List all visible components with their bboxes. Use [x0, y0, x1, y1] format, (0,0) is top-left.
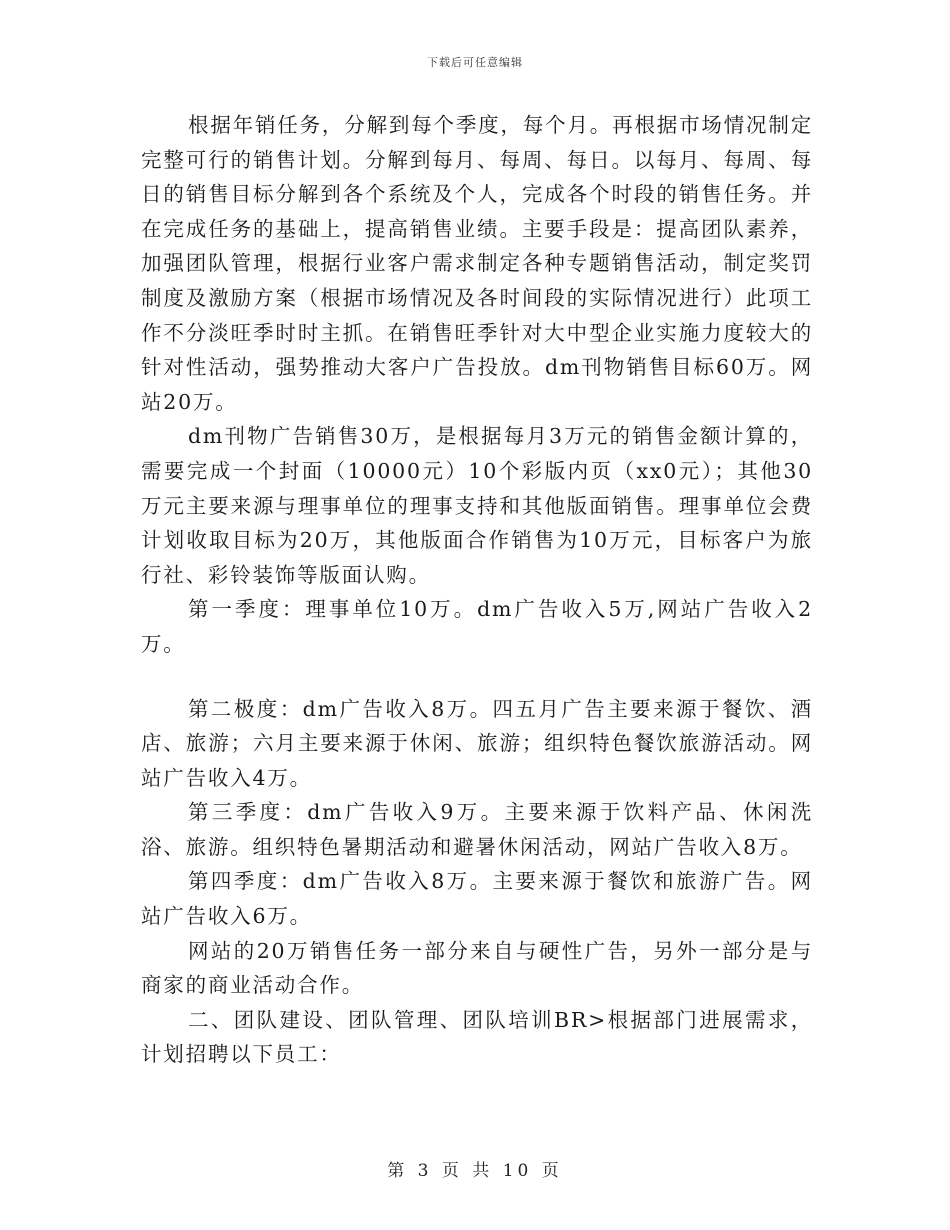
blank-line: [141, 662, 813, 692]
paragraph-dm-sales: dm刊物广告销售30万，是根据每月3万元的销售金额计算的，需要完成一个封面（10000元）10个彩版内页（xx0元）；其他30万元主要来源与理事单位的理事支持和其他版面销售。理事单位会费计划收取目标为20万，其他版面合作销售为10万元，目标客户为旅行社、彩铃装饰等版面认购。: [141, 424, 813, 587]
page-header: 下载后可任意编辑: [427, 56, 523, 69]
paragraph-q1: 第一季度：理事单位10万。dm广告收入5万,网站广告收入2万。: [141, 597, 813, 656]
paragraph-team-building: 二、团队建设、团队管理、团队培训BR>根据部门进展需求，计划招聘以下员工：: [141, 1007, 813, 1067]
paragraph-sales-plan: 根据年销任务，分解到每个季度，每个月。再根据市场情况制定完整可行的销售计划。分解到每月、每周、每日。以每月、每周、每日的销售目标分解到各个系统及个人，完成各个时段的销售任务。并在完成任务的基础上，提高销售业绩。主要手段是：提高团队素养，加强团队管理，根据行业客户需求制定各种专题销售活动，制定奖罚制度及激励方案（根据市场情况及各时间段的实际情况进行）此项工作不分淡旺季时时主抓。在销售旺季针对大中型企业实施力度较大的针对性活动，强势推动大客户广告投放。dm刊物销售目标60万。网站20万。: [141, 113, 813, 414]
page-footer: 第 3 页 共 10 页: [387, 1161, 563, 1181]
document-body: [141, 108, 813, 1072]
paragraph-website-sales: 网站的20万销售任务一部分来自与硬性广告，另外一部分是与商家的商业活动合作。: [141, 938, 813, 998]
paragraph-q3: 第三季度：dm广告收入9万。主要来源于饮料产品、休闲洗浴、旅游。组织特色暑期活动和避暑休闲活动，网站广告收入8万。: [141, 800, 813, 859]
paragraph-q4: 第四季度：dm广告收入8万。主要来源于餐饮和旅游广告。网站广告收入6万。: [141, 869, 813, 929]
paragraph-q2: 第二极度：dm广告收入8万。四五月广告主要来源于餐饮、酒店、旅游；六月主要来源于休闲、旅游；组织特色餐饮旅游活动。网站广告收入4万。: [141, 696, 813, 790]
